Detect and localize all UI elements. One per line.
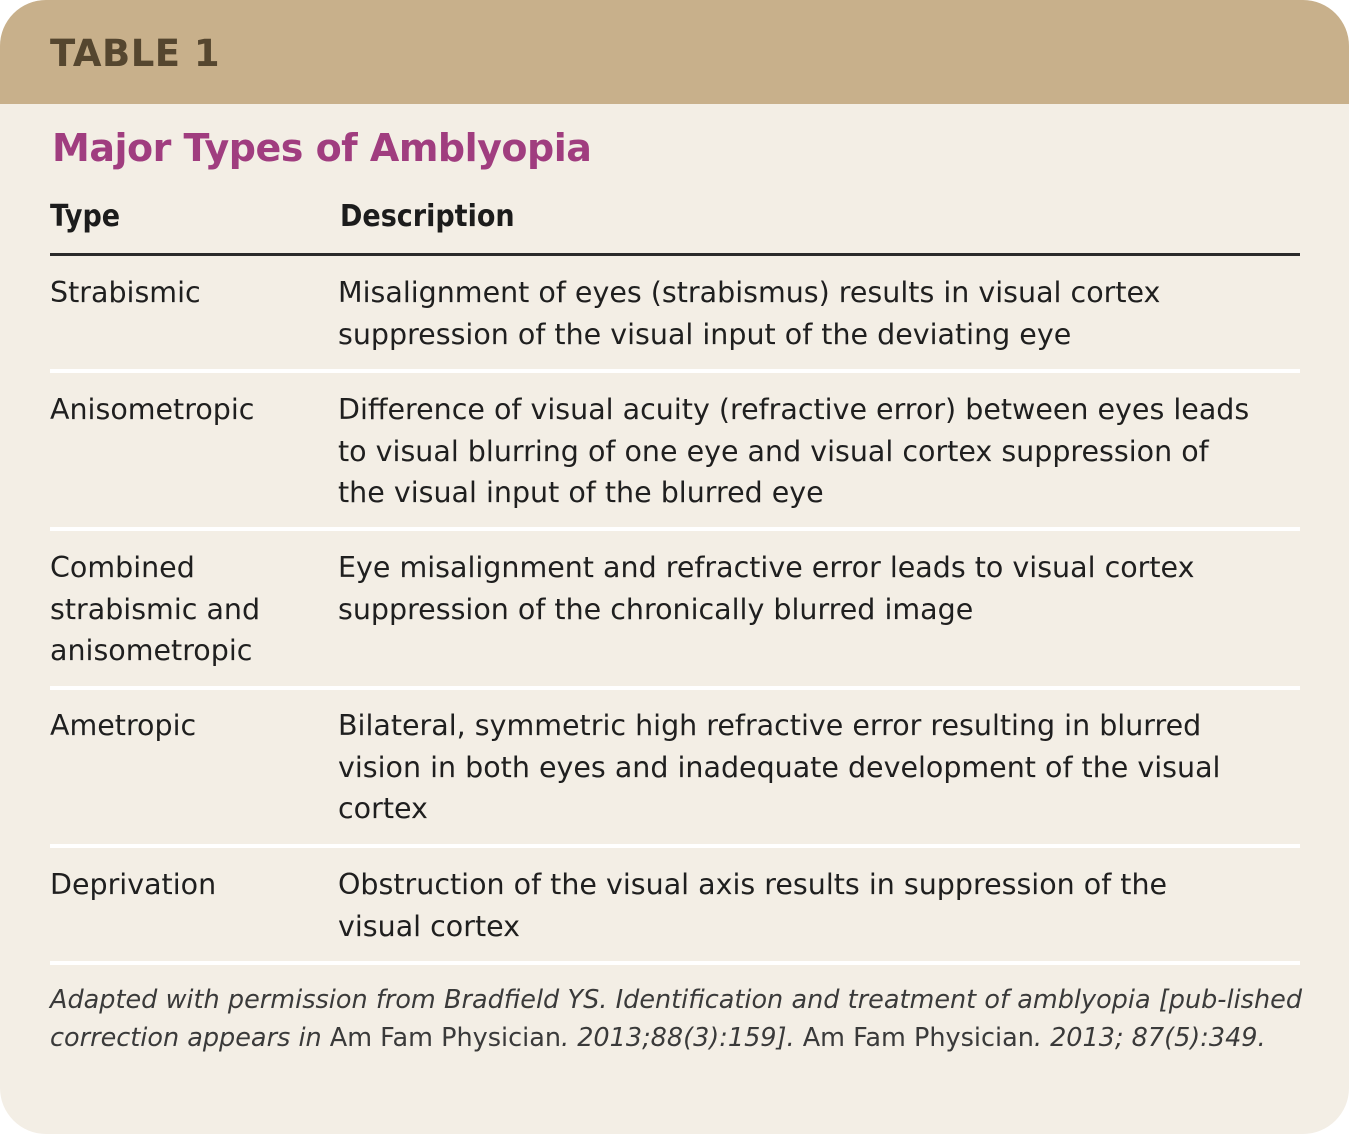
row-divider: [50, 844, 1300, 848]
table-footnote: [50, 982, 1302, 1057]
footnote-text: . 2013;88(3):159].: [560, 1022, 803, 1053]
banner-label: TABLE 1: [50, 32, 221, 75]
footnote-text: . 2013; 87(5):349.: [1033, 1022, 1266, 1053]
footnote-journal: Am Fam Physician: [329, 1022, 561, 1053]
table-title: Major Types of Amblyopia: [52, 126, 592, 170]
header-rule: [50, 253, 1300, 256]
row-type-cell: Strabismic: [50, 276, 201, 309]
footnote-journal: Am Fam Physician: [802, 1022, 1034, 1053]
row-type-cell: Anisometropic: [50, 393, 255, 426]
column-header-type: Type: [50, 199, 121, 234]
table-banner: [0, 0, 1349, 104]
footnote-text: Adapted with permission from Bradfield YS. Identification and treatment of amblyopia [pub-lished correction appears in: [50, 985, 1302, 1053]
row-divider: [50, 527, 1300, 531]
row-type-cell: Combined strabismic and anisometropic: [50, 551, 261, 667]
row-divider: [50, 961, 1300, 965]
row-description-cell: Misalignment of eyes (strabismus) results in visual cortex suppression of the visual input of the deviating eye: [338, 276, 1161, 351]
row-divider: [50, 686, 1300, 690]
row-description-cell: Difference of visual acuity (refractive error) between eyes leads to visual blurring of one eye and visual cortex suppression of the visual input of the blurred eye: [338, 393, 1250, 509]
row-divider: [50, 369, 1300, 373]
row-description-cell: Eye misalignment and refractive error leads to visual cortex suppression of the chronically blurred image: [338, 551, 1195, 626]
row-type-cell: Ametropic: [50, 709, 197, 742]
row-type-cell: Deprivation: [50, 868, 217, 901]
row-description-cell: Bilateral, symmetric high refractive error resulting in blurred vision in both eyes and inadequate development of the visual cortex: [338, 709, 1221, 825]
column-header-description: Description: [340, 199, 515, 234]
row-description-cell: Obstruction of the visual axis results in suppression of the visual cortex: [338, 868, 1168, 943]
